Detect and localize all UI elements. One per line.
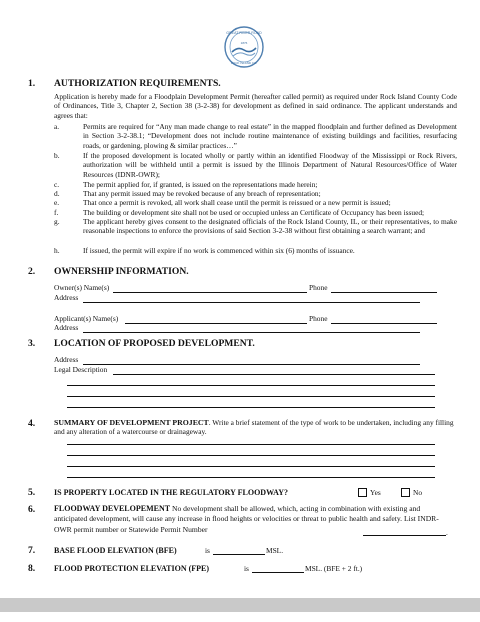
bfe-is: is <box>205 546 210 555</box>
section-7-title: BASE FLOOD ELEVATION (BFE) <box>54 546 177 555</box>
owner-phone-field[interactable] <box>331 292 437 293</box>
seal-year: 1876 <box>240 41 248 45</box>
permit-number-field[interactable] <box>363 535 446 536</box>
item-c-letter: c. <box>54 180 60 189</box>
item-c-text: The permit applied for, if granted, is issued on the representations made herein; <box>83 180 318 189</box>
section-5-title: IS PROPERTY LOCATED IN THE REGULATORY FLOODWAY? <box>54 488 288 497</box>
legal-description-line-1[interactable] <box>113 374 435 375</box>
section-2-number: 2. <box>28 266 36 277</box>
bfe-unit: MSL. <box>266 546 284 555</box>
section-2-title: OWNERSHIP INFORMATION. <box>54 266 189 277</box>
floodway-yes-checkbox[interactable] <box>358 488 367 497</box>
seal-top-text: GREAT RIVER ROAD <box>226 31 262 35</box>
summary-line-2[interactable] <box>67 455 435 456</box>
section-7-number: 7. <box>28 545 36 556</box>
item-a-text: Permits are required for “Any man made change to real estate” in the mapped floodplain and further defined as Development in Section 3-2-38.1; “Development does not include routine maintenance of existing buildings and facilities, resurfacing roads, or gardening, plowing & similar practices…” <box>83 122 457 150</box>
summary-line-3[interactable] <box>67 466 435 467</box>
summary-line-4[interactable] <box>67 477 435 478</box>
owner-name-field[interactable] <box>113 292 307 293</box>
section-6-text: No development shall be allowed, which, acting in combination with existing and anticipated development, will cause any increase in flood heights or velocities or threat to public health and safety. List INDR-OWR permit number or Statewide Permit Number <box>54 504 439 534</box>
floodway-no-checkbox[interactable] <box>401 488 410 497</box>
applicant-address-field[interactable] <box>83 332 420 333</box>
fpe-unit: MSL. (BFE + 2 ft.) <box>305 564 363 573</box>
item-f-text: The building or development site shall not be used or occupied unless an Certificate of Occupancy has been issued; <box>83 208 425 217</box>
section-6-number: 6. <box>28 504 36 515</box>
section-6-title: FLOODWAY DEVELOPEMENT <box>54 504 171 513</box>
owner-phone-label: Phone <box>309 283 328 292</box>
owner-address-label: Address <box>54 293 79 302</box>
legal-description-line-4[interactable] <box>67 407 435 408</box>
county-seal-logo <box>224 26 264 68</box>
applicant-phone-field[interactable] <box>331 323 437 324</box>
section-4-text: . Write a brief statement of the type of work to be undertaken, including any filling and any alteration of a watercourse or drainageway. <box>54 418 454 437</box>
applicant-address-label: Address <box>54 323 79 332</box>
section-8-number: 8. <box>28 563 36 574</box>
location-address-label: Address <box>54 355 79 364</box>
item-d-letter: d. <box>54 189 60 198</box>
owner-name-label: Owner(s) Name(s) <box>54 283 110 292</box>
section-1-intro: Application is hereby made for a Floodplain Development Permit (hereafter called permit) as required under Rock Island County Code of Ordinances, Title 3, Chapter 2, Section 38 (3-2-38) for development as defined in said ordinance. The applicant understands and agrees that: <box>54 92 457 120</box>
legal-description-line-2[interactable] <box>67 385 435 386</box>
item-f-letter: f. <box>54 208 59 217</box>
section-4-body <box>54 418 457 437</box>
applicant-name-field[interactable] <box>125 323 307 324</box>
location-address-field[interactable] <box>83 364 420 365</box>
fpe-field[interactable] <box>252 572 304 573</box>
item-b-letter: b. <box>54 151 60 160</box>
item-d-text: That any permit issued may be revoked because of any breach of representation; <box>83 189 321 198</box>
section-8-title: FLOOD PROTECTION ELEVATION (FPE) <box>54 564 210 573</box>
item-h-text: If issued, the permit will expire if no work is commenced within six (6) months of issuance. <box>83 246 355 255</box>
page-footer-bar <box>0 598 480 612</box>
section-4-number: 4. <box>28 418 36 429</box>
item-a-letter: a. <box>54 122 60 131</box>
floodway-no-label: No <box>413 488 423 497</box>
floodway-yes-label: Yes <box>370 488 381 497</box>
legal-description-label: Legal Description <box>54 365 108 374</box>
item-g-text: The applicant hereby gives consent to the designated officials of the Rock Island County, IL, or their representatives, to make reasonable inspections to enforce the provisions of said Section 3-2-38 without first obtaining a search warrant; and <box>83 217 457 236</box>
section-5-number: 5. <box>28 487 36 498</box>
item-e-letter: e. <box>54 198 60 207</box>
bfe-field[interactable] <box>213 554 265 555</box>
applicant-name-label: Applicant(s) Name(s) <box>54 314 119 323</box>
section-1-number: 1. <box>28 78 36 89</box>
item-g-letter: g. <box>54 217 60 226</box>
item-h-letter: h. <box>54 246 60 255</box>
section-4-title: SUMMARY OF DEVELOPMENT PROJECT <box>54 418 209 427</box>
permit-number-end: . <box>446 528 448 537</box>
item-b-text: If the proposed development is located wholly or partly within an identified Floodway of the Mississippi or Rock Rivers, authorization will be withheld until a permit is issued by the Illinois Department of Natural Resources/Office of Water Resources (IDNR-OWR); <box>83 151 457 179</box>
section-6-body <box>54 504 454 535</box>
section-1-title: AUTHORIZATION REQUIREMENTS. <box>54 78 221 89</box>
owner-address-field[interactable] <box>83 302 420 303</box>
item-e-text: That once a permit is revoked, all work shall cease until the permit is reissued or a new permit is issued; <box>83 198 391 207</box>
section-3-title: LOCATION OF PROPOSED DEVELOPMENT. <box>54 338 255 349</box>
section-3-number: 3. <box>28 338 36 349</box>
fpe-is: is <box>244 564 249 573</box>
applicant-phone-label: Phone <box>309 314 328 323</box>
seal-bottom-text: ROCK ISLAND CO. <box>230 61 258 65</box>
summary-line-1[interactable] <box>67 444 435 445</box>
legal-description-line-3[interactable] <box>67 396 435 397</box>
